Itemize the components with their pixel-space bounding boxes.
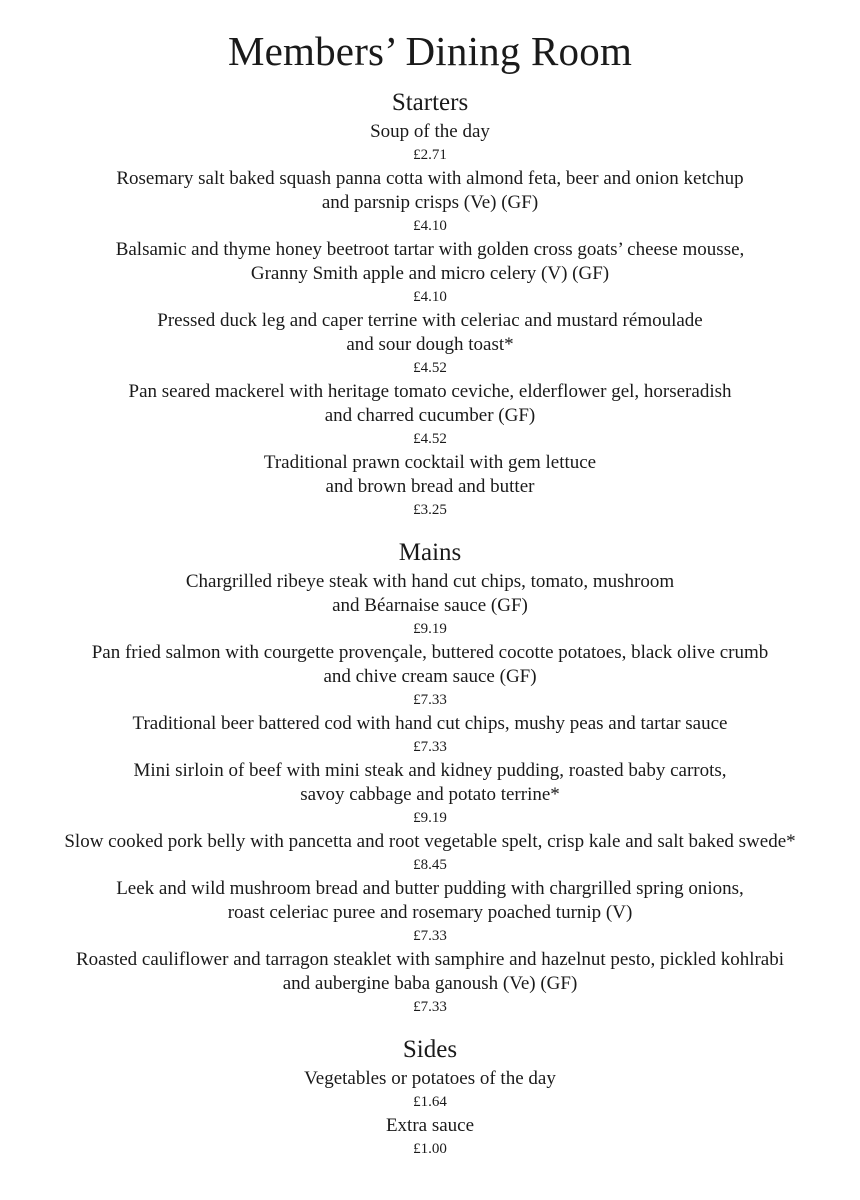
menu-item-description: Slow cooked pork belly with pancetta and root vegetable spelt, crisp kale and salt baked swede* [64,831,796,852]
menu-item-price: £3.25 [413,502,447,518]
menu-item-price: £7.33 [413,692,447,708]
menu-item-description: and charred cucumber (GF) [324,405,536,426]
section-heading-mains: Mains [398,539,462,566]
menu-item-price: £4.10 [413,218,447,234]
menu-item-description: Traditional prawn cocktail with gem lettuce [263,452,597,473]
menu-item-description: Roasted cauliflower and tarragon steaklet with samphire and hazelnut pesto, pickled kohlrabi [75,949,785,970]
menu-item-description: Leek and wild mushroom bread and butter pudding with chargrilled spring onions, [116,878,744,899]
menu-item-description: and Béarnaise sauce (GF) [332,595,528,616]
menu-item-price: £1.64 [413,1094,447,1110]
section-starters [0,88,860,522]
menu-item [0,1114,860,1161]
menu-item-price: £7.33 [413,739,447,755]
menu-item-price: £1.00 [413,1141,447,1157]
menu-item [0,712,860,759]
menu-title: Members’ Dining Room [227,28,633,74]
menu-item-description: and sour dough toast* [346,334,514,355]
section-mains [0,538,860,1019]
menu-item-description: and chive cream sauce (GF) [323,666,537,687]
menu-item [0,120,860,167]
menu-item-price: £7.33 [413,928,447,944]
menu-item-description: Pan fried salmon with courgette provençale, buttered cocotte potatoes, black olive crumb [91,642,769,663]
menu-item-price: £8.45 [413,857,447,873]
menu-item-description: Pan seared mackerel with heritage tomato ceviche, elderflower gel, horseradish [128,381,732,402]
menu-item-price: £4.10 [413,289,447,305]
menu-item-description: Pressed duck leg and caper terrine with celeriac and mustard rémoulade [157,310,703,331]
menu-item-description: Vegetables or potatoes of the day [304,1068,556,1089]
menu-item [0,167,860,238]
menu-item-price: £4.52 [413,360,447,376]
menu-item-description: roast celeriac puree and rosemary poached turnip (V) [227,902,633,923]
menu-item-description: and aubergine baba ganoush (Ve) (GF) [282,973,578,994]
menu-item-description: Extra sauce [385,1115,475,1136]
menu-item [0,759,860,830]
menu-item [0,948,860,1019]
menu-item-description: Traditional beer battered cod with hand cut chips, mushy peas and tartar sauce [132,713,728,734]
menu-item-price: £9.19 [413,621,447,637]
menu-item-price: £2.71 [413,147,447,163]
menu-item [0,1067,860,1114]
menu-item [0,641,860,712]
menu-item-price: £4.52 [413,431,447,447]
section-sides [0,1035,860,1161]
section-heading-starters: Starters [391,89,469,116]
menu-item-description: Balsamic and thyme honey beetroot tartar with golden cross goats’ cheese mousse, [115,239,745,260]
menu-item [0,877,860,948]
section-heading-sides: Sides [402,1036,458,1063]
menu-item [0,309,860,380]
menu-item-price: £7.33 [413,999,447,1015]
menu-item-price: £9.19 [413,810,447,826]
menu-item-description: savoy cabbage and potato terrine* [300,784,560,805]
menu-item [0,380,860,451]
menu-item-description: Granny Smith apple and micro celery (V) (GF) [250,263,610,284]
menu-item-description: Mini sirloin of beef with mini steak and kidney pudding, roasted baby carrots, [133,760,727,781]
menu-item-description: and parsnip crisps (Ve) (GF) [321,192,539,213]
menu-item [0,830,860,877]
menu-item-description: Soup of the day [370,121,490,142]
menu-item [0,570,860,641]
menu-item [0,238,860,309]
menu-item [0,451,860,522]
menu-item-description: Chargrilled ribeye steak with hand cut chips, tomato, mushroom [185,571,675,592]
menu-item-description: and brown bread and butter [325,476,535,497]
menu-item-description: Rosemary salt baked squash panna cotta with almond feta, beer and onion ketchup [116,168,744,189]
